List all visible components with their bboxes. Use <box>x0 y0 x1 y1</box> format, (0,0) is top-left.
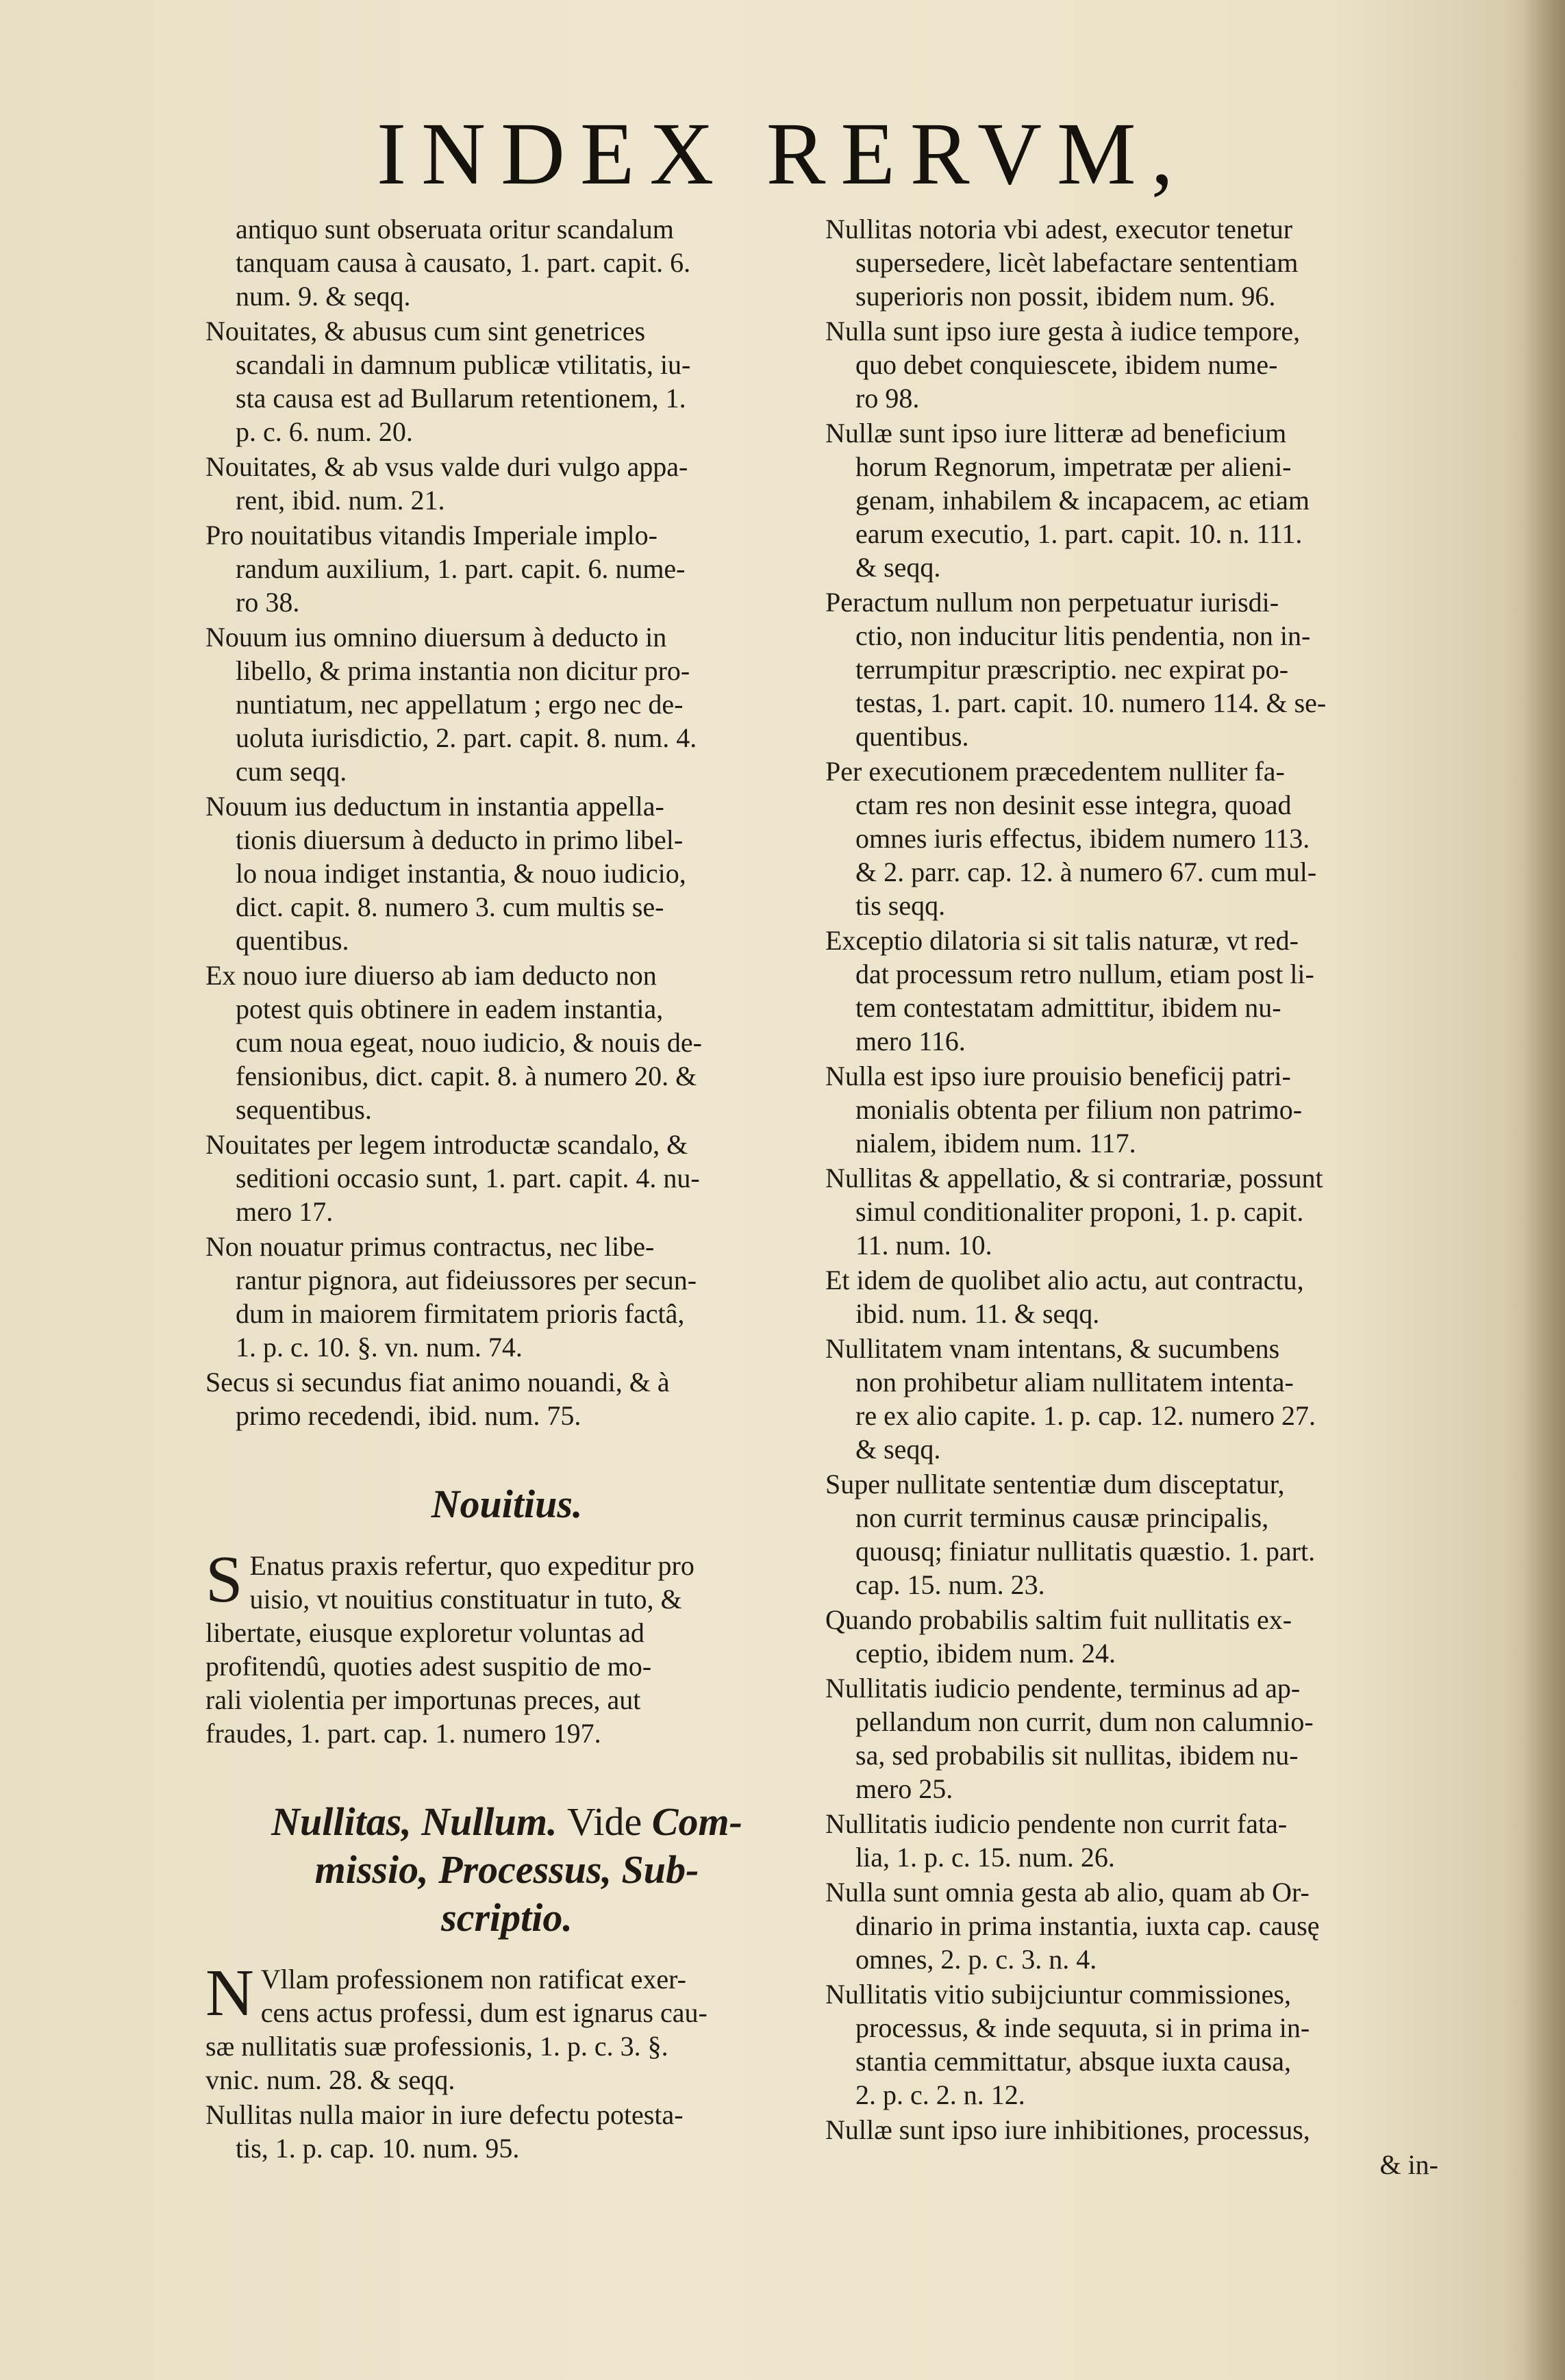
section-title-nullitas <box>205 1798 808 1942</box>
index-entry: Et idem de quolibet alio actu, aut contractu, ibid. num. 11. & seqq. <box>825 1265 1304 1329</box>
left-column <box>205 212 808 2166</box>
index-entry: Nullitatis iudicio pendente non currit fata- lia, 1. p. c. 15. num. 26. <box>825 1808 1288 1873</box>
index-entry: Nulla sunt omnia gesta ab alio, quam ab Or- dinario in prima instantia, iuxta cap. causę omnes, 2. p. c. 3. n. 4. <box>825 1877 1320 1975</box>
left-entries-top <box>205 212 808 1432</box>
drop-cap: S <box>205 1543 243 1617</box>
section-title-refs: Com- missio, Processus, Sub- scriptio. <box>314 1799 742 1940</box>
index-entry: Non nouatur primus contractus, nec libe- rantur pignora, aut fideiussores per secun- dum in maiorem firmitatem prioris factâ, 1. p. c. 10. §. vn. num. 74. <box>205 1231 697 1363</box>
index-entry: Nouum ius omnino diuersum à deducto in libello, & prima instantia non dicitur pro- nuntiatum, nec appellatum ; ergo nec de- uoluta iurisdictio, 2. part. capit. 8. num. 4. cum seqq. <box>205 622 697 787</box>
index-entry: Nullæ sunt ipso iure litteræ ad beneficium horum Regnorum, impetratæ per alieni- genam, inhabilem & incapacem, ac etiam earum executio, 1. part. capit. 10. n. 111. & seqq. <box>825 418 1310 583</box>
index-entry: Nulla est ipso iure prouisio beneficij patri- monialis obtenta per filium non patrimo- nialem, ibidem num. 117. <box>825 1061 1303 1159</box>
index-entry: Nullitas nulla maior in iure defectu potesta- tis, 1. p. cap. 10. num. 95. <box>205 2099 684 2164</box>
catchword: & in- <box>1379 2149 1438 2180</box>
index-entry: Pro nouitatibus vitandis Imperiale implo- randum auxilium, 1. part. capit. 6. nume- ro 38. <box>205 520 686 618</box>
index-entry: Nouum ius deductum in instantia appella- tionis diuersum à deducto in primo libel- lo noua indiget instantia, & nouo iudicio, dict. capit. 8. numero 3. cum multis se- quentibus. <box>205 791 686 956</box>
index-entry: Per executionem præcedentem nulliter fa- ctam res non desinit esse integra, quoad omnes iuris effectus, ibidem numero 113. & 2. parr. cap. 12. à numero 67. cum mul- tis seqq. <box>825 756 1317 921</box>
index-entry: Exceptio dilatoria si sit talis naturæ, vt red- dat processum retro nullum, etiam post li- tem contestatam admittitur, ibidem nu- mero 116. <box>825 925 1314 1056</box>
index-entry: Nullæ sunt ipso iure inhibitiones, processus, <box>825 2114 1310 2145</box>
page-header: INDEX RERVM, <box>376 105 1189 203</box>
right-entries <box>825 212 1438 2147</box>
index-entry: Nullitatem vnam intentans, & sucumbens non prohibetur aliam nullitatem intenta- re ex alio capite. 1. p. cap. 12. numero 27. & seqq. <box>825 1333 1316 1465</box>
section-title-main: Nullitas, Nullum. <box>271 1799 558 1844</box>
index-entry: Nulla sunt ipso iure gesta à iudice tempore, quo debet conquiescete, ibidem nume- ro 98. <box>825 316 1301 414</box>
index-entry: Nouitates, & ab vsus valde duri vulgo appa- rent, ibid. num. 21. <box>205 451 688 516</box>
left-entries-bottom <box>205 2098 808 2165</box>
entry-text: Enatus praxis refertur, quo expeditur pro uisio, vt nouitius constituatur in tuto, & libertate, eiusque exploretur voluntas ad profitendû, quoties adest suspitio de mo- rali violentia per importunas preces, aut fraudes, 1. part. cap. 1. numero 197. <box>205 1550 694 1749</box>
drop-cap: N <box>205 1956 254 2030</box>
section-entry-nullitas <box>205 1956 808 2097</box>
index-entry: Nullitas & appellatio, & si contrariæ, possunt simul conditionaliter proponi, 1. p. capit. 11. num. 10. <box>825 1163 1323 1261</box>
index-entry: Nullitatis vitio subijciuntur commissiones, processus, & inde sequuta, si in prima in- stantia cemmittatur, absque iuxta causa, 2. p. c. 2. n. 12. <box>825 1979 1310 2110</box>
index-entry: Quando probabilis saltim fuit nullitatis ex- ceptio, ibidem num. 24. <box>825 1604 1292 1669</box>
page-gutter-shadow <box>1524 0 1565 2380</box>
section-title-vide: Vide <box>567 1799 642 1844</box>
index-entry: Secus si secundus fiat animo nouandi, & à primo recedendi, ibid. num. 75. <box>205 1367 670 1431</box>
index-entry: Super nullitate sententiæ dum disceptatur, non currit terminus causæ principalis, quousq; finiatur nullitatis quæstio. 1. part. cap. 15. num. 23. <box>825 1469 1316 1600</box>
index-entry: Nouitates, & abusus cum sint genetrices scandali in damnum publicæ vtilitatis, iu- sta causa est ad Bullarum retentionem, 1. p. c. 6. num. 20. <box>205 316 691 447</box>
section-title-nouitius: Nouitius. <box>431 1482 583 1526</box>
index-entry: Nullitatis iudicio pendente, terminus ad ap- pellandum non currit, dum non calumnio- sa, sed probabilis sit nullitas, ibidem nu- mero 25. <box>825 1673 1314 1804</box>
index-entry: Nouitates per legem introductæ scandalo, & seditioni occasio sunt, 1. part. capit. 4. nu- mero 17. <box>205 1129 700 1227</box>
right-column <box>825 212 1438 2181</box>
index-entry: antiquo sunt obseruata oritur scandalum tanquam causa à causato, 1. part. capit. 6. num. 9. & seqq. <box>236 214 691 312</box>
entry-text: Vllam professionem non ratificat exer- cens actus professi, dum est ignarus cau- sæ nullitatis suæ professionis, 1. p. c. 3. §. vnic. num. 28. & seqq. <box>205 1964 708 2095</box>
section-entry-nouitius <box>205 1543 808 1750</box>
index-entry: Nullitas notoria vbi adest, executor tenetur supersedere, licèt labefactare sententiam superioris non possit, ibidem num. 96. <box>825 214 1299 312</box>
index-entry: Peractum nullum non perpetuatur iurisdi- ctio, non inducitur litis pendentia, non in- terrumpitur præscriptio. nec expirat po- testas, 1. part. capit. 10. numero 114. & se- quentibus. <box>825 587 1327 752</box>
index-entry: Ex nouo iure diuerso ab iam deducto non potest quis obtinere in eadem instantia, cum noua egeat, nouo iudicio, & nouis de- fensionibus, dict. capit. 8. à numero 20. & sequentibus. <box>205 960 702 1125</box>
